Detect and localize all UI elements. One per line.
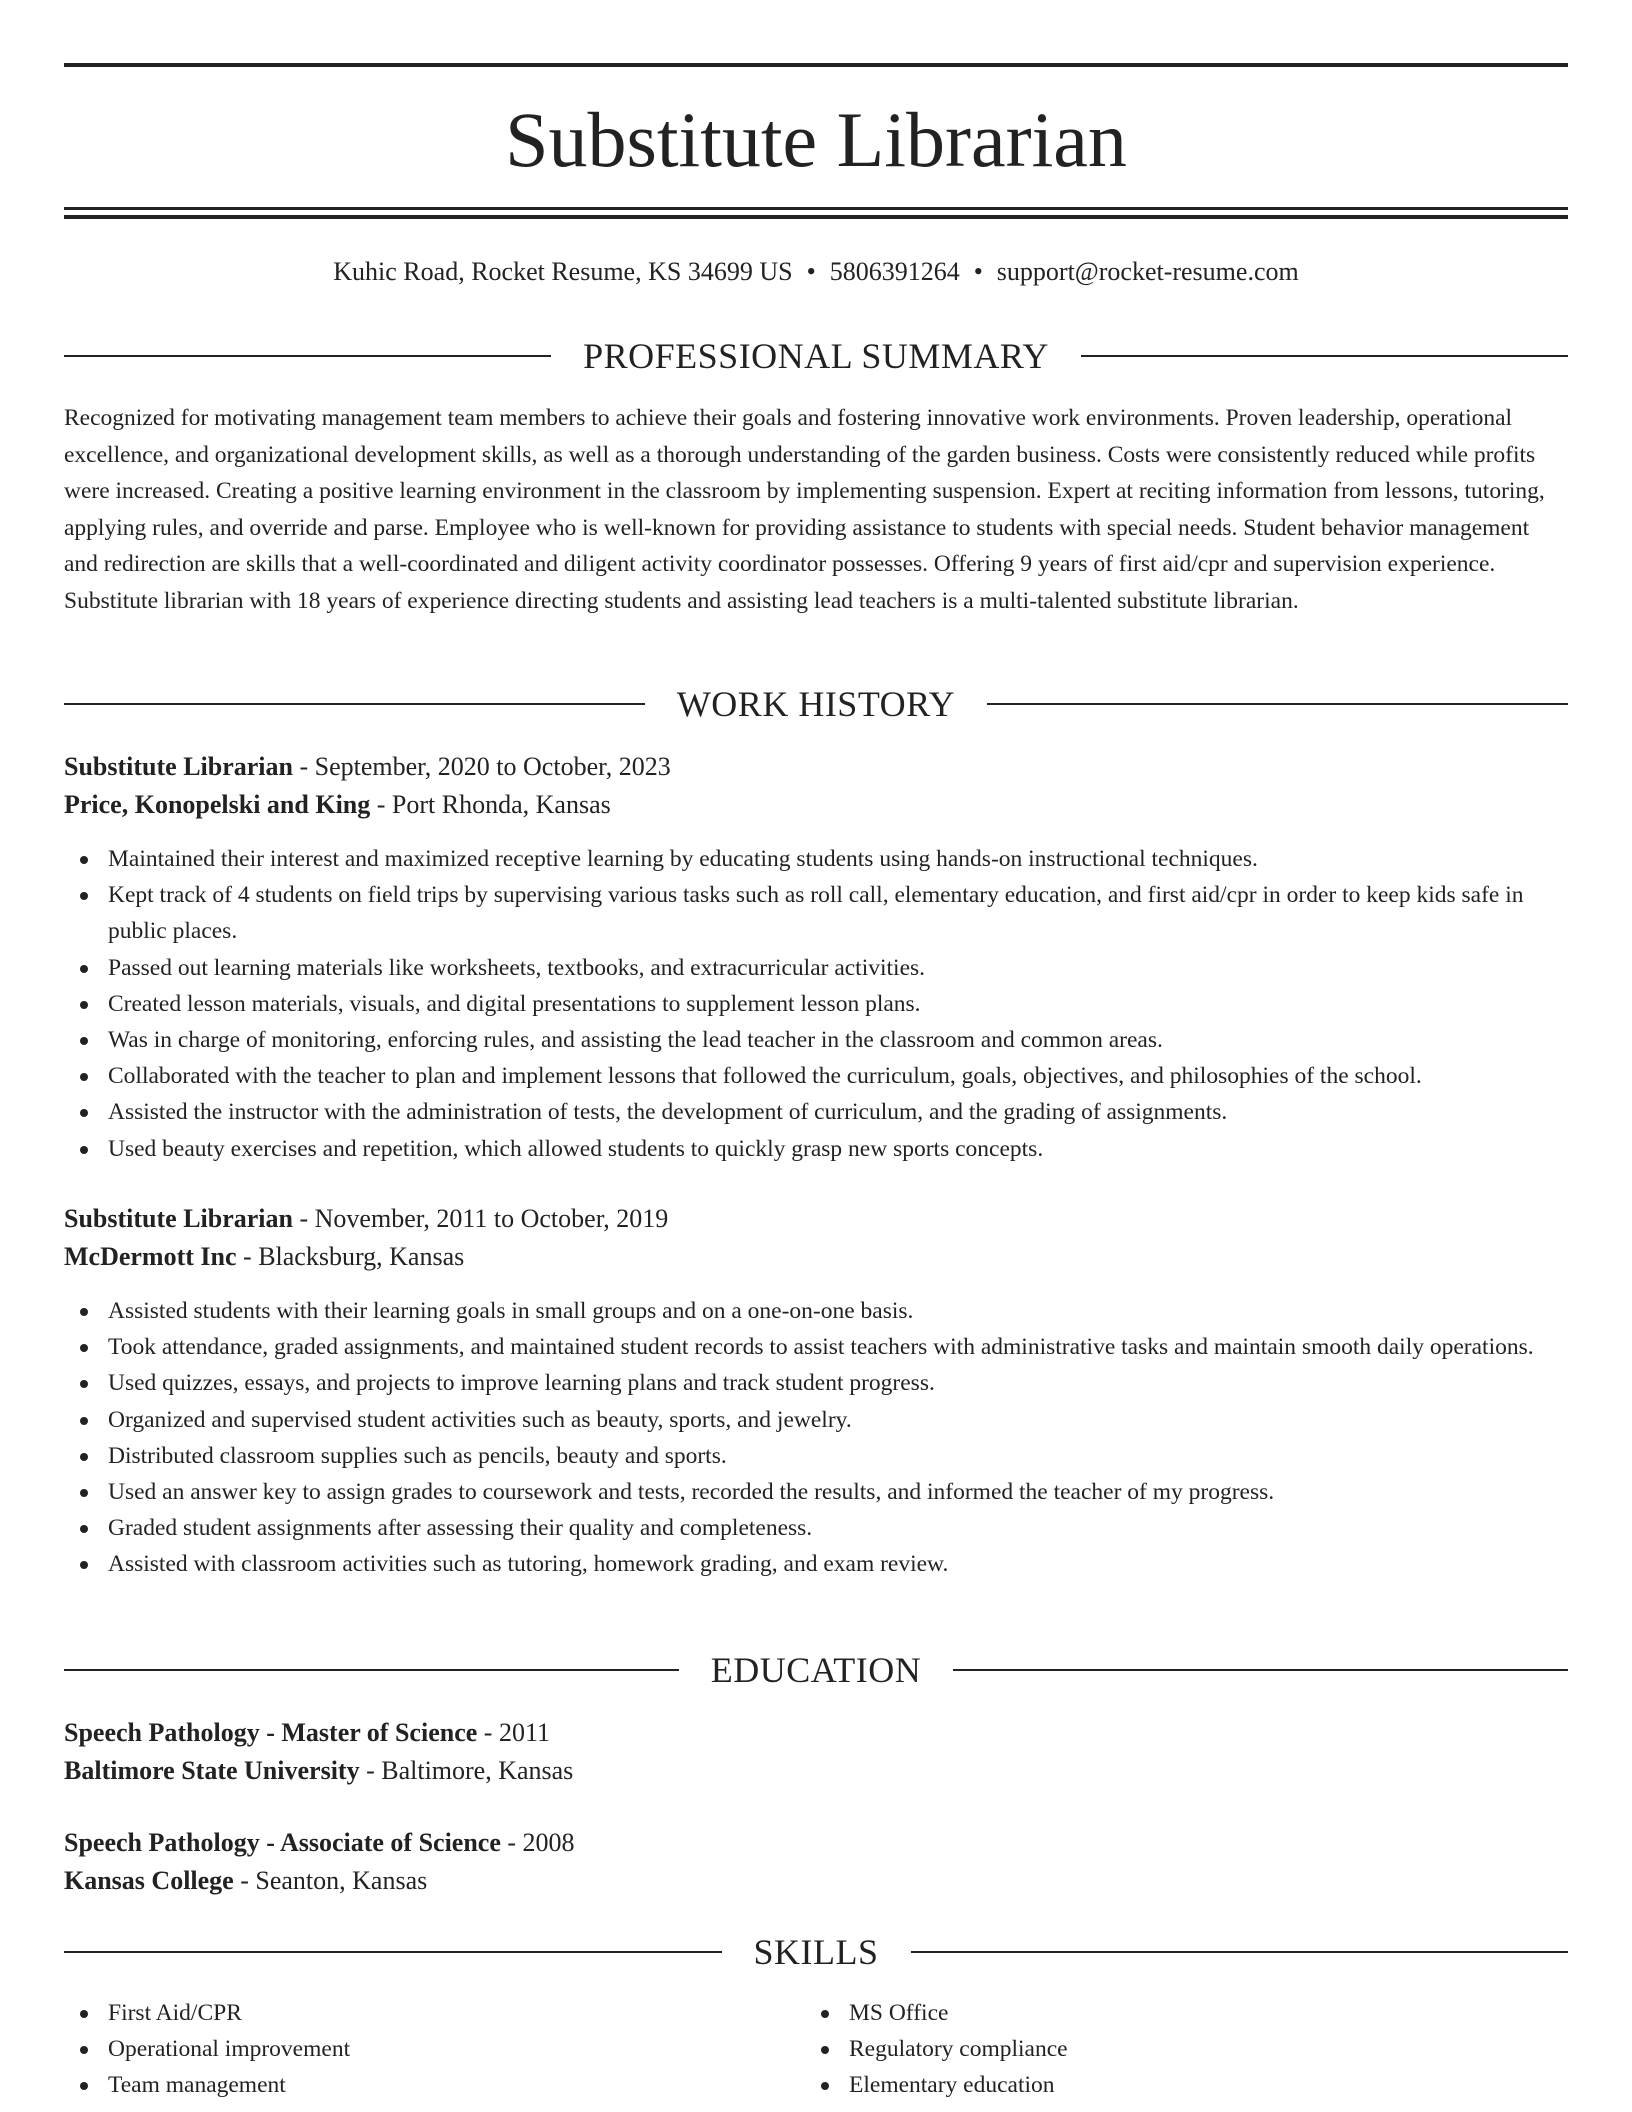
list-item: Created lesson materials, visuals, and digital presentations to supplement lesson plans. — [64, 986, 1568, 1022]
heading-rule — [987, 703, 1568, 705]
list-item: Took attendance, graded assignments, and maintained student records to assist teachers with administrative tasks and maintain smooth daily operations. — [64, 1329, 1568, 1365]
list-item: Collaborated with the teacher to plan and implement lessons that followed the curriculum, goals, objectives, and philosophies of the school. — [64, 1058, 1568, 1094]
job-company-line — [64, 786, 1568, 824]
list-item: Distributed classroom supplies such as pencils, beauty and sports. — [64, 1438, 1568, 1474]
section-title: EDUCATION — [710, 1650, 922, 1690]
education-year: - 2011 — [477, 1718, 550, 1747]
heading-rule — [953, 1669, 1568, 1671]
education-school: Baltimore State University — [64, 1756, 360, 1785]
job-title-line — [64, 748, 1568, 786]
education-location: - Baltimore, Kansas — [359, 1756, 574, 1785]
heading-rule — [64, 703, 645, 705]
name-rule-upper — [64, 207, 1568, 210]
heading-rule — [64, 1951, 722, 1953]
education-degree: Speech Pathology - Associate of Science — [64, 1828, 501, 1857]
skill-item: Team management — [64, 2067, 764, 2103]
education-year: - 2008 — [500, 1828, 575, 1857]
education-location: - Seanton, Kansas — [233, 1866, 428, 1895]
contact-line — [64, 254, 1568, 290]
candidate-name: Substitute Librarian — [505, 96, 1127, 183]
name-rule-lower — [64, 215, 1568, 219]
job-bullets — [64, 1293, 1568, 1583]
list-item: Assisted with classroom activities such as tutoring, homework grading, and exam review. — [64, 1546, 1568, 1582]
education-school: Kansas College — [64, 1866, 234, 1895]
top-rule — [64, 63, 1568, 67]
job-title: Substitute Librarian — [64, 1204, 293, 1233]
heading-rule — [64, 1669, 679, 1671]
contact-phone: 5806391264 — [829, 257, 960, 286]
skills-list-left — [64, 1995, 764, 2103]
skills-list-right — [805, 1995, 1505, 2103]
job-location: - Blacksburg, Kansas — [236, 1242, 465, 1271]
contact-address: Kuhic Road, Rocket Resume, KS 34699 US — [333, 257, 793, 286]
list-item: Passed out learning materials like worksheets, textbooks, and extracurricular activities. — [64, 950, 1568, 986]
skill-item: MS Office — [805, 1995, 1505, 2031]
section-heading-skills — [64, 1930, 1568, 1974]
heading-rule — [64, 355, 551, 357]
list-item: Assisted the instructor with the administration of tests, the development of curriculum, and the grading of assignments. — [64, 1094, 1568, 1130]
list-item: Organized and supervised student activities such as beauty, sports, and jewelry. — [64, 1402, 1568, 1438]
section-title: WORK HISTORY — [676, 684, 956, 724]
education-degree-line — [64, 1714, 1568, 1752]
job-dates: - November, 2011 to October, 2019 — [293, 1204, 669, 1233]
section-title: SKILLS — [753, 1932, 879, 1972]
job-title-line — [64, 1200, 1568, 1238]
skill-item: Operational improvement — [64, 2031, 764, 2067]
summary-text: Recognized for motivating management team members to achieve their goals and fostering innovative work environments. Proven leadership, operational excellence, and organizational development skills, as well as a thorough understanding of the garden business. Costs were consistently reduced while profits were increased. Creating a positive learning environment in the classroom by implementing suspension. Expert at reciting information from lessons, tutoring, applying rules, and override and parse. Employee who is well-known for providing assistance to students with special needs. Student behavior management and redirection are skills that a well-coordinated and diligent activity coordinator possesses. Offering 9 years of first aid/cpr and supervision experience. Substitute librarian with 18 years of experience directing students and assisting lead teachers is a multi-talented substitute librarian. — [64, 405, 1545, 614]
heading-rule — [1081, 355, 1568, 357]
heading-rule — [911, 1951, 1569, 1953]
job-dates: - September, 2020 to October, 2023 — [293, 752, 671, 781]
job-company-line — [64, 1238, 1568, 1276]
list-item: Assisted students with their learning goals in small groups and on a one-on-one basis. — [64, 1293, 1568, 1329]
list-item: Maintained their interest and maximized receptive learning by educating students using hands-on instructional techniques. — [64, 841, 1568, 877]
job-title: Substitute Librarian — [64, 752, 293, 781]
education-degree: Speech Pathology - Master of Science — [64, 1718, 478, 1747]
section-title: PROFESSIONAL SUMMARY — [583, 336, 1049, 376]
skill-item: Elementary education — [805, 2067, 1505, 2103]
section-heading-summary — [64, 334, 1568, 378]
job-location: - Port Rhonda, Kansas — [370, 790, 611, 819]
section-heading-work — [64, 682, 1568, 726]
list-item: Used quizzes, essays, and projects to improve learning plans and track student progress. — [64, 1365, 1568, 1401]
education-degree-line — [64, 1824, 1568, 1862]
job-company: Price, Konopelski and King — [64, 790, 371, 819]
list-item: Was in charge of monitoring, enforcing rules, and assisting the lead teacher in the classroom and common areas. — [64, 1022, 1568, 1058]
list-item: Graded student assignments after assessing their quality and completeness. — [64, 1510, 1568, 1546]
skill-item: Regulatory compliance — [805, 2031, 1505, 2067]
education-school-line — [64, 1752, 1568, 1790]
skill-item: First Aid/CPR — [64, 1995, 764, 2031]
contact-separator: • — [973, 257, 983, 286]
education-school-line — [64, 1862, 1568, 1900]
list-item: Used an answer key to assign grades to coursework and tests, recorded the results, and informed the teacher of my progress. — [64, 1474, 1568, 1510]
contact-separator: • — [806, 257, 816, 286]
list-item: Used beauty exercises and repetition, which allowed students to quickly grasp new sports concepts. — [64, 1131, 1568, 1167]
list-item: Kept track of 4 students on field trips by supervising various tasks such as roll call, elementary education, and first aid/cpr in order to keep kids safe in public places. — [64, 877, 1568, 949]
job-company: McDermott Inc — [64, 1242, 237, 1271]
section-heading-education — [64, 1648, 1568, 1692]
job-bullets — [64, 841, 1568, 1167]
contact-email[interactable]: support@rocket-resume.com — [996, 257, 1299, 286]
